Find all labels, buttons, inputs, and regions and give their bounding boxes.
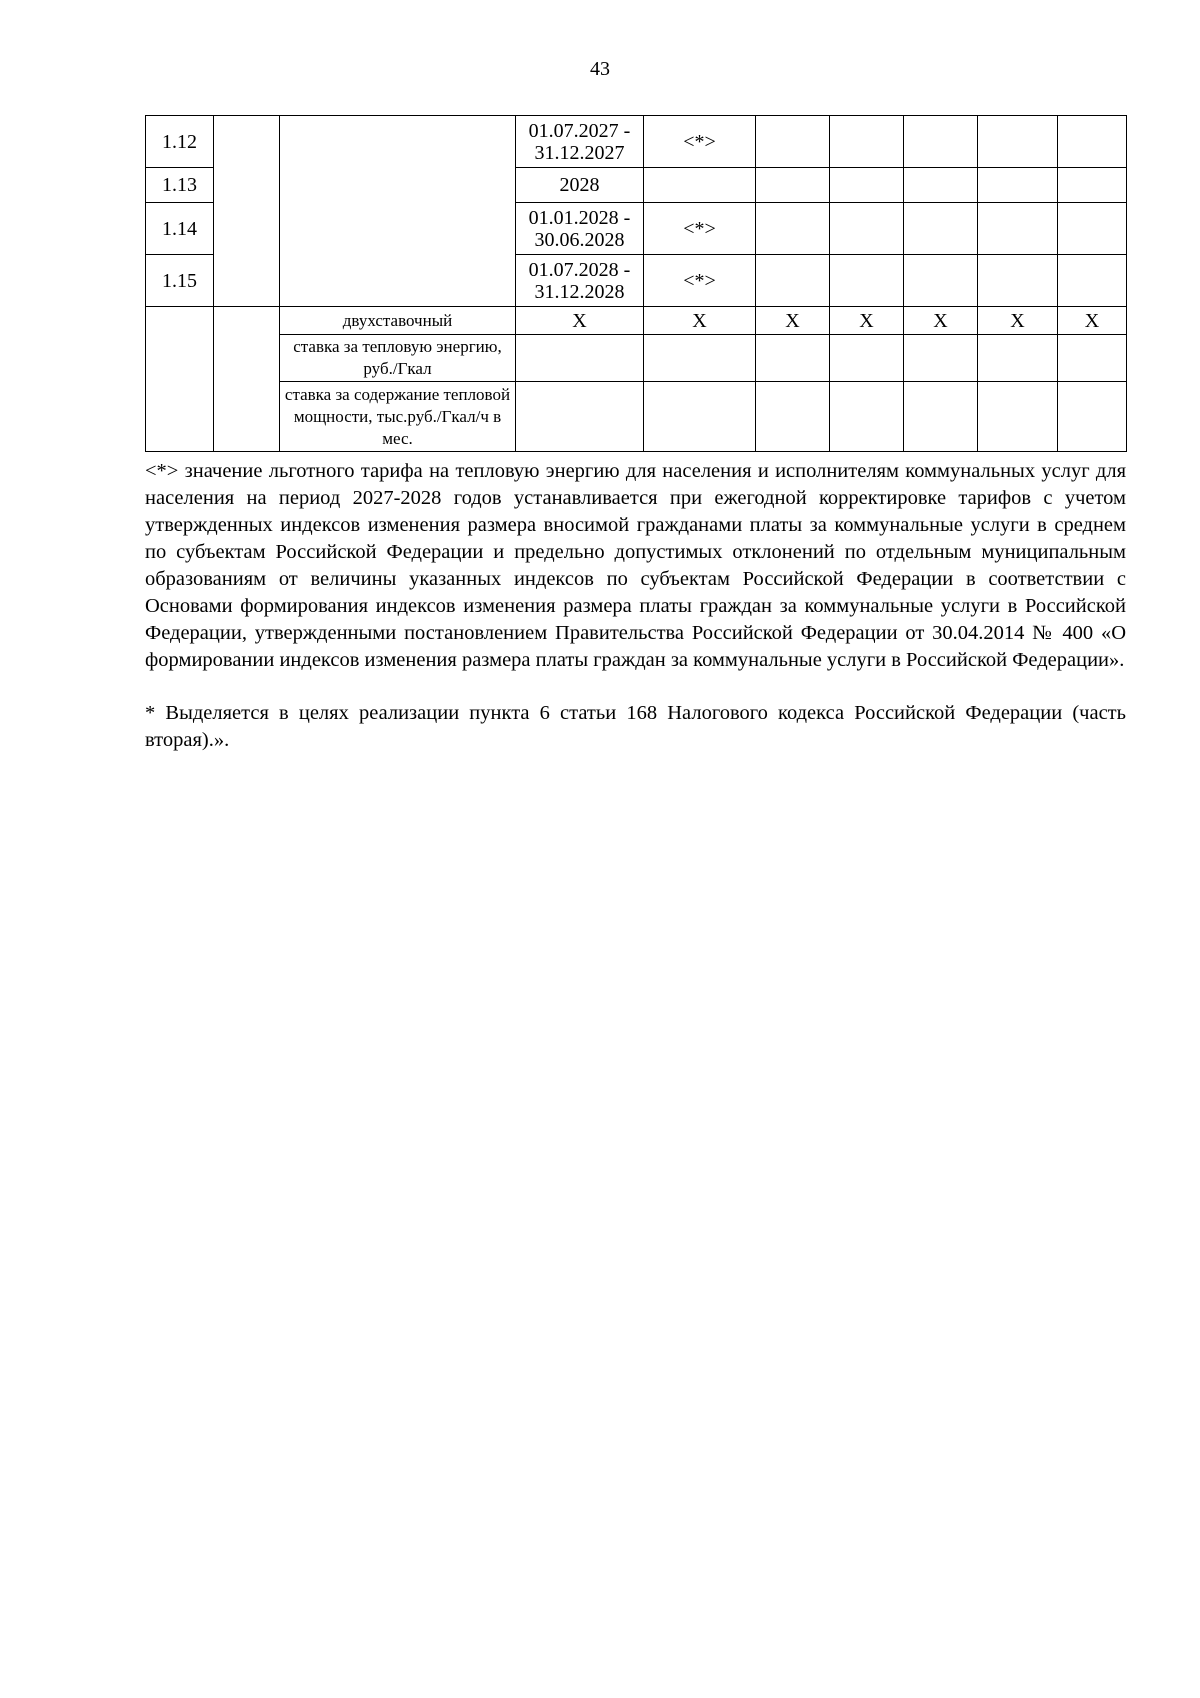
period-cell: 01.07.2027 - 31.12.2027	[516, 116, 644, 168]
x-mark: X	[1058, 307, 1127, 335]
table-row	[146, 382, 1127, 452]
energy-rate-label: ставка за тепловую энергию, руб./Гкал	[280, 335, 516, 382]
empty-cell	[214, 116, 280, 307]
x-mark: X	[516, 307, 644, 335]
empty-cell	[280, 116, 516, 307]
tariff-table	[145, 115, 1127, 452]
table-row	[146, 307, 1127, 335]
value-cell: <*>	[644, 255, 756, 307]
period-cell: 2028	[516, 168, 644, 203]
x-mark: X	[978, 307, 1058, 335]
x-mark: X	[904, 307, 978, 335]
page-number: 43	[590, 58, 610, 80]
x-mark: X	[644, 307, 756, 335]
row-number: 1.13	[146, 168, 214, 203]
x-mark: X	[830, 307, 904, 335]
capacity-rate-label: ставка за содержание тепловой мощности, тыс.руб./Гкал/ч в мес.	[280, 382, 516, 452]
row-number: 1.12	[146, 116, 214, 168]
two-part-label: двухставочный	[280, 307, 516, 335]
row-number: 1.14	[146, 203, 214, 255]
table-row	[146, 116, 1127, 168]
footnote-main: <*> значение льготного тарифа на тепловую энергию для населения и исполнителям коммунальных услуг для населения на период 2027-2028 годов устанавливается при ежегодной корректировке тарифов с учетом утвержденных индексов изменения размера вносимой гражданами платы за коммунальные услуги в среднем по субъектам Российской Федерации и предельно допустимых отклонений по отдельным муниципальным образованиям от величины указанных индексов по субъектам Российской Федерации в соответствии с Основами формирования индексов изменения размера платы граждан за коммунальные услуги в Российской Федерации, утвержденными постановлением Правительства Российской Федерации от 30.04.2014 № 400 «О формировании индексов изменения размера платы граждан за коммунальные услуги в Российской Федерации».	[145, 460, 1126, 671]
value-cell: <*>	[644, 203, 756, 255]
row-number: 1.15	[146, 255, 214, 307]
notes	[145, 458, 1126, 754]
period-cell: 01.07.2028 - 31.12.2028	[516, 255, 644, 307]
empty-cell	[214, 307, 280, 452]
table-row	[146, 335, 1127, 382]
value-cell	[644, 168, 756, 203]
period-cell: 01.01.2028 - 30.06.2028	[516, 203, 644, 255]
value-cell: <*>	[644, 116, 756, 168]
x-mark: X	[756, 307, 830, 335]
footnote-vat: * Выделяется в целях реализации пункта 6 статьи 168 Налогового кодекса Российской Федерации (часть вторая).».	[145, 702, 1126, 751]
empty-cell	[146, 307, 214, 452]
